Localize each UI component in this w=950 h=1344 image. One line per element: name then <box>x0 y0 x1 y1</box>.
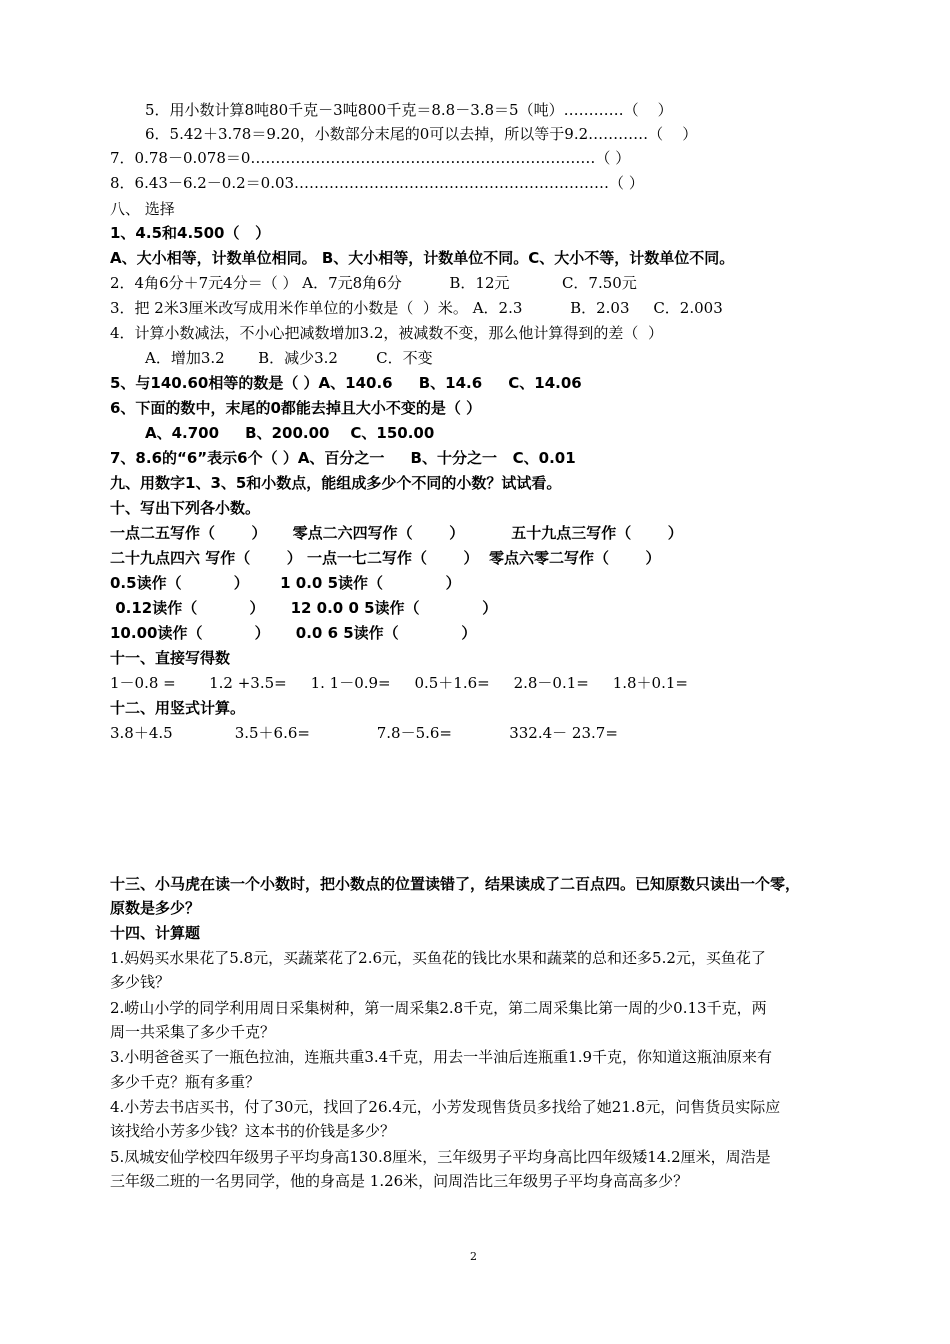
section-11-title: 十一、直接写得数 <box>110 649 231 667</box>
section-13: 十三、小马虎在读一个小数时，把小数点的位置读错了，结果读成了二百点四。已知原数只读出一个零， <box>110 875 801 893</box>
l30: 1.妈妈买水果花了5.8元，买蔬菜花了2.6元，买鱼花的钱比水果和蔬菜的总和还多5.2元，买鱼花了 <box>110 949 766 967</box>
l13: 6、下面的数中，末尾的0都能去掉且大小不变的是（ ） <box>110 399 482 417</box>
section-10-title: 十、写出下列各小数。 <box>110 499 261 517</box>
l28: 原数是多少？ <box>110 899 201 917</box>
l34: 3.小明爸爸买了一瓶色拉油，连瓶共重3.4千克，用去一半油后连瓶重1.9千克，你知道这瓶油原来有 <box>110 1048 773 1066</box>
section-9: 九、用数字1、3、5和小数点，能组成多少个不同的小数？试试看。 <box>110 474 562 492</box>
l7: A、大小相等，计数单位相同。 B、大小相等，计数单位不同。C、大小不等，计数单位不同。 <box>110 249 735 267</box>
l11: A．增加3.2 B．减少3.2 C．不变 <box>145 349 433 367</box>
l38: 5.凤城安仙学校四年级男子平均身高130.8厘米，三年级男子平均身高比四年级矮14.2厘米，周浩是 <box>110 1148 771 1166</box>
l12: 5、与140.60相等的数是（ ）A、140.6 B、14.6 C、14.06 <box>110 374 582 392</box>
l26: 3.8＋4.5 3.5＋6.6= 7.8－5.6= 332.4－ 23.7= <box>110 724 618 742</box>
l39: 三年级二班的一名男同学，他的身高是 1.26米，问周浩比三年级男子平均身高高多少？ <box>110 1172 689 1190</box>
l33: 周一共采集了多少千克？ <box>110 1023 276 1041</box>
l31: 多少钱？ <box>110 973 171 991</box>
l21: 0.12读作（ ） 12 0.0 0 5读作（ ） <box>110 599 498 617</box>
l1: 5．用小数计算8吨80千克－3吨800千克＝8.8－3.8＝5（吨）…………（ ） <box>145 101 673 119</box>
l37: 该找给小芳多少钱？这本书的价钱是多少？ <box>110 1122 396 1140</box>
l6: 1、4.5和4.500（ ） <box>110 224 271 242</box>
l4: 8．6.43－6.2－0.2＝0.03………………………………………………………（ ） <box>110 174 644 192</box>
section-12-title: 十二、用竖式计算。 <box>110 699 246 717</box>
l35: 多少千克？瓶有多重？ <box>110 1073 261 1091</box>
l10: 4．计算小数减法，不小心把减数增加3.2，被减数不变，那么他计算得到的差（ ） <box>110 324 663 342</box>
l22: 10.00读作（ ） 0.0 6 5读作（ ） <box>110 624 477 642</box>
l20: 0.5读作（ ） 1 0.0 5读作（ ） <box>110 574 461 592</box>
page-number: 2 <box>470 1250 477 1263</box>
l9: 3．把 2米3厘米改写成用米作单位的小数是（ ）米。 A．2.3 B．2.03 C．2.003 <box>110 299 723 317</box>
l15: 7、8.6的“6”表示6个（ ）A、百分之一 B、十分之一 C、0.01 <box>110 449 576 467</box>
l24: 1－0.8 = 1.2 +3.5= 1. 1－0.9= 0.5＋1.6= 2.8－0.1= 1.8＋0.1= <box>110 674 688 692</box>
l8: 2．4角6分＋7元4分＝（ ） A．7元8角6分 B．12元 C．7.50元 <box>110 274 637 292</box>
l18: 一点二五写作（ ） 零点二六四写作（ ） 五十九点三写作（ ） <box>110 524 683 542</box>
section-8-title: 八、 选择 <box>110 200 175 218</box>
l32: 2.崂山小学的同学利用周日采集树种，第一周采集2.8千克，第二周采集比第一周的少0.13千克，两 <box>110 999 767 1017</box>
l3: 7．0.78－0.078＝0……………………………………………………………（ ） <box>110 149 631 167</box>
l14: A、4.700 B、200.00 C、150.00 <box>145 424 435 442</box>
l2: 6．5.42＋3.78＝9.20，小数部分末尾的0可以去掉，所以等于9.2…………（ ） <box>145 125 698 143</box>
l19: 二十九点四六 写作（ ） 一点一七二写作（ ） 零点六零二写作（ ） <box>110 549 661 567</box>
section-14-title: 十四、计算题 <box>110 924 201 942</box>
l36: 4.小芳去书店买书，付了30元，找回了26.4元，小芳发现售货员多找给了她21.8元，问售货员实际应 <box>110 1098 781 1116</box>
